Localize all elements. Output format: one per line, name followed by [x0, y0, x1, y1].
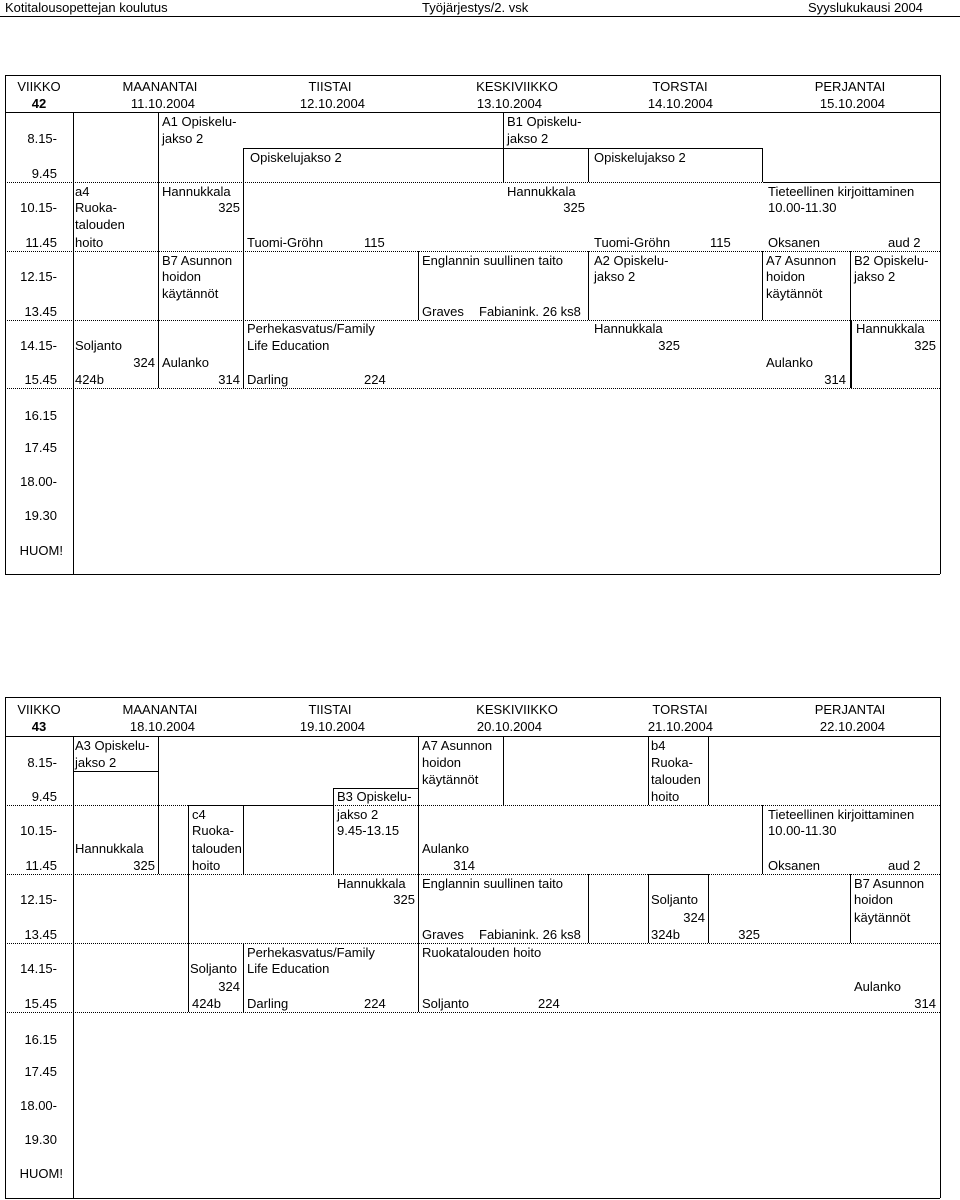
course-text: A7 Asunnon [766, 253, 837, 268]
teacher-name: Darling [247, 996, 289, 1011]
course-text: Ruoka- [192, 823, 234, 838]
course-text: hoito [651, 789, 680, 804]
course-text: hoidon [766, 269, 806, 284]
teacher-name: Hannukkala [162, 184, 231, 199]
teacher-name: Soljanto [190, 961, 237, 976]
week-number: 43 [31, 719, 47, 734]
huom-label: HUOM! [19, 1166, 63, 1181]
header-left: Kotitalousopettejan koulutus [5, 0, 168, 15]
course-text: b4 [651, 738, 666, 753]
viikko-label: VIIKKO [17, 79, 61, 94]
course-text: Ruoka- [75, 200, 117, 215]
time: 12.15- [20, 892, 57, 907]
course-text: Tieteellinen kirjoittaminen [768, 184, 915, 199]
room-number: 325 [738, 927, 760, 942]
time: 12.15- [20, 269, 57, 284]
room-number: 325 [914, 338, 936, 353]
time: 18.00- [20, 474, 57, 489]
course-text: A7 Asunnon [422, 738, 493, 753]
day-wed: KESKIVIIKKO [476, 702, 558, 717]
day-fri: PERJANTAI [814, 702, 886, 717]
room-number: 424b [192, 996, 221, 1011]
room-number: 324 [683, 910, 705, 925]
course-text: hoito [192, 858, 221, 873]
room-number: 325 [133, 858, 155, 873]
huom-label: HUOM! [19, 543, 63, 558]
room-number: 224 [538, 996, 560, 1011]
date-fri: 22.10.2004 [819, 719, 885, 734]
time: 8.15- [27, 131, 57, 146]
time: 16.15 [24, 1032, 57, 1047]
course-text: Englannin suullinen taito [422, 876, 563, 891]
teacher-name: Aulanko [162, 355, 209, 370]
course-text: Perhekasvatus/Family [247, 321, 375, 336]
room-number: 314 [914, 996, 936, 1011]
course-text: A1 Opiskelu- [162, 114, 237, 129]
teacher-name: Darling [247, 372, 289, 387]
course-text: B7 Asunnon [162, 253, 233, 268]
course-text: jakso 2 [854, 269, 896, 284]
course-text: A3 Opiskelu- [75, 738, 150, 753]
time: 17.45 [24, 1064, 57, 1079]
course-text: Soljanto [75, 338, 122, 353]
date-wed: 13.10.2004 [476, 96, 542, 111]
room-number: 314 [453, 858, 475, 873]
course-text: A2 Opiskelu- [594, 253, 669, 268]
teacher-name: Tuomi-Gröhn [247, 235, 324, 250]
room-number: 325 [563, 200, 585, 215]
room-number: 324 [133, 355, 155, 370]
teacher-name: Graves [422, 927, 464, 942]
teacher-name: Graves [422, 304, 464, 319]
room-number: 324b [651, 927, 680, 942]
course-text: B1 Opiskelu- [507, 114, 582, 129]
teacher-name: Hannukkala [856, 321, 925, 336]
teacher-name: Oksanen [768, 235, 821, 250]
course-text: talouden [651, 772, 701, 787]
room-number: 224 [364, 372, 386, 387]
room-number: 325 [393, 892, 415, 907]
course-text: Tieteellinen kirjoittaminen [768, 807, 915, 822]
course-text: hoidon [162, 269, 202, 284]
course-text: Ruokatalouden hoito [422, 945, 542, 960]
date-tue: 19.10.2004 [299, 719, 365, 734]
course-text: jakso 2 [162, 131, 204, 146]
course-text: hoidon [854, 892, 894, 907]
course-text: Perhekasvatus/Family [247, 945, 375, 960]
course-text: Englannin suullinen taito [422, 253, 563, 268]
time-text: 9.45-13.15 [337, 823, 400, 838]
course-text: käytännöt [162, 286, 219, 301]
course-text: B3 Opiskelu- [337, 789, 412, 804]
header-rule [0, 16, 960, 17]
course-text: käytännöt [422, 772, 479, 787]
course-text: Opiskelujakso 2 [250, 150, 342, 165]
time: 15.45 [24, 372, 57, 387]
time: 18.00- [20, 1098, 57, 1113]
time: 10.15- [20, 823, 57, 838]
room-text: aud 2 [888, 858, 921, 873]
week-number: 42 [31, 96, 47, 111]
time: 9.45 [31, 789, 57, 804]
date-thu: 21.10.2004 [647, 719, 713, 734]
time: 13.45 [24, 304, 57, 319]
course-text: Life Education [247, 961, 330, 976]
teacher-name: Soljanto [651, 892, 698, 907]
course-text: hoito [75, 235, 104, 250]
teacher-name: Hannukkala [507, 184, 576, 199]
date-thu: 14.10.2004 [647, 96, 713, 111]
course-text: jakso 2 [75, 755, 117, 770]
day-tue: TIISTAI [308, 79, 352, 94]
teacher-name: Hannukkala [594, 321, 663, 336]
course-text: Life Education [247, 338, 330, 353]
time: 8.15- [27, 755, 57, 770]
course-text: jakso 2 [594, 269, 636, 284]
header-center: Työjärjestys/2. vsk [422, 0, 529, 15]
room-number: 325 [218, 200, 240, 215]
room-number: 424b [75, 372, 104, 387]
room-number: 115 [364, 235, 385, 250]
room-number: 324 [218, 979, 240, 994]
time: 11.45 [25, 858, 57, 873]
room-number: 325 [658, 338, 680, 353]
day-mon: MAANANTAI [122, 702, 198, 717]
time: 9.45 [31, 166, 57, 181]
time-text: 10.00-11.30 [768, 200, 837, 215]
course-text: käytännöt [766, 286, 823, 301]
time: 10.15- [20, 200, 57, 215]
course-text: B2 Opiskelu- [854, 253, 929, 268]
course-text: Ruoka- [651, 755, 693, 770]
day-thu: TORSTAI [652, 702, 708, 717]
course-text: B7 Asunnon [854, 876, 925, 891]
teacher-name: Aulanko [422, 841, 469, 856]
time-text: 10.00-11.30 [768, 823, 837, 838]
teacher-name: Hannukkala [75, 841, 144, 856]
teacher-name: Tuomi-Gröhn [594, 235, 671, 250]
time: 16.15 [24, 408, 57, 423]
teacher-name: Hannukkala [337, 876, 406, 891]
date-mon: 18.10.2004 [129, 719, 195, 734]
room-number: 224 [364, 996, 386, 1011]
room-text: Fabianink. 26 ks8 [479, 927, 581, 942]
course-text: talouden [192, 841, 242, 856]
course-text: käytännöt [854, 910, 911, 925]
course-text: jakso 2 [337, 807, 379, 822]
teacher-name: Oksanen [768, 858, 821, 873]
day-tue: TIISTAI [308, 702, 352, 717]
date-tue: 12.10.2004 [299, 96, 365, 111]
day-mon: MAANANTAI [122, 79, 198, 94]
header-right: Syyslukukausi 2004 [808, 0, 923, 15]
date-fri: 15.10.2004 [819, 96, 885, 111]
time: 19.30 [24, 508, 57, 523]
teacher-name: Aulanko [854, 979, 901, 994]
time: 15.45 [24, 996, 57, 1011]
day-thu: TORSTAI [652, 79, 708, 94]
course-text: a4 [75, 184, 90, 199]
room-number: 115 [710, 235, 731, 250]
course-text: hoidon [422, 755, 462, 770]
day-wed: KESKIVIIKKO [476, 79, 558, 94]
day-fri: PERJANTAI [814, 79, 886, 94]
time: 14.15- [20, 961, 57, 976]
course-text: talouden [75, 217, 125, 232]
time: 19.30 [24, 1132, 57, 1147]
teacher-name: Aulanko [766, 355, 813, 370]
viikko-label: VIIKKO [17, 702, 61, 717]
room-text: Fabianink. 26 ks8 [479, 304, 581, 319]
course-text: jakso 2 [507, 131, 549, 146]
room-number: 314 [824, 372, 846, 387]
time: 13.45 [24, 927, 57, 942]
time: 17.45 [24, 440, 57, 455]
date-wed: 20.10.2004 [476, 719, 542, 734]
room-number: 314 [218, 372, 240, 387]
date-mon: 11.10.2004 [130, 96, 195, 111]
time: 14.15- [20, 338, 57, 353]
time: 11.45 [25, 235, 57, 250]
teacher-name: Soljanto [422, 996, 469, 1011]
course-text: c4 [192, 807, 206, 822]
course-text: Opiskelujakso 2 [594, 150, 686, 165]
room-text: aud 2 [888, 235, 921, 250]
